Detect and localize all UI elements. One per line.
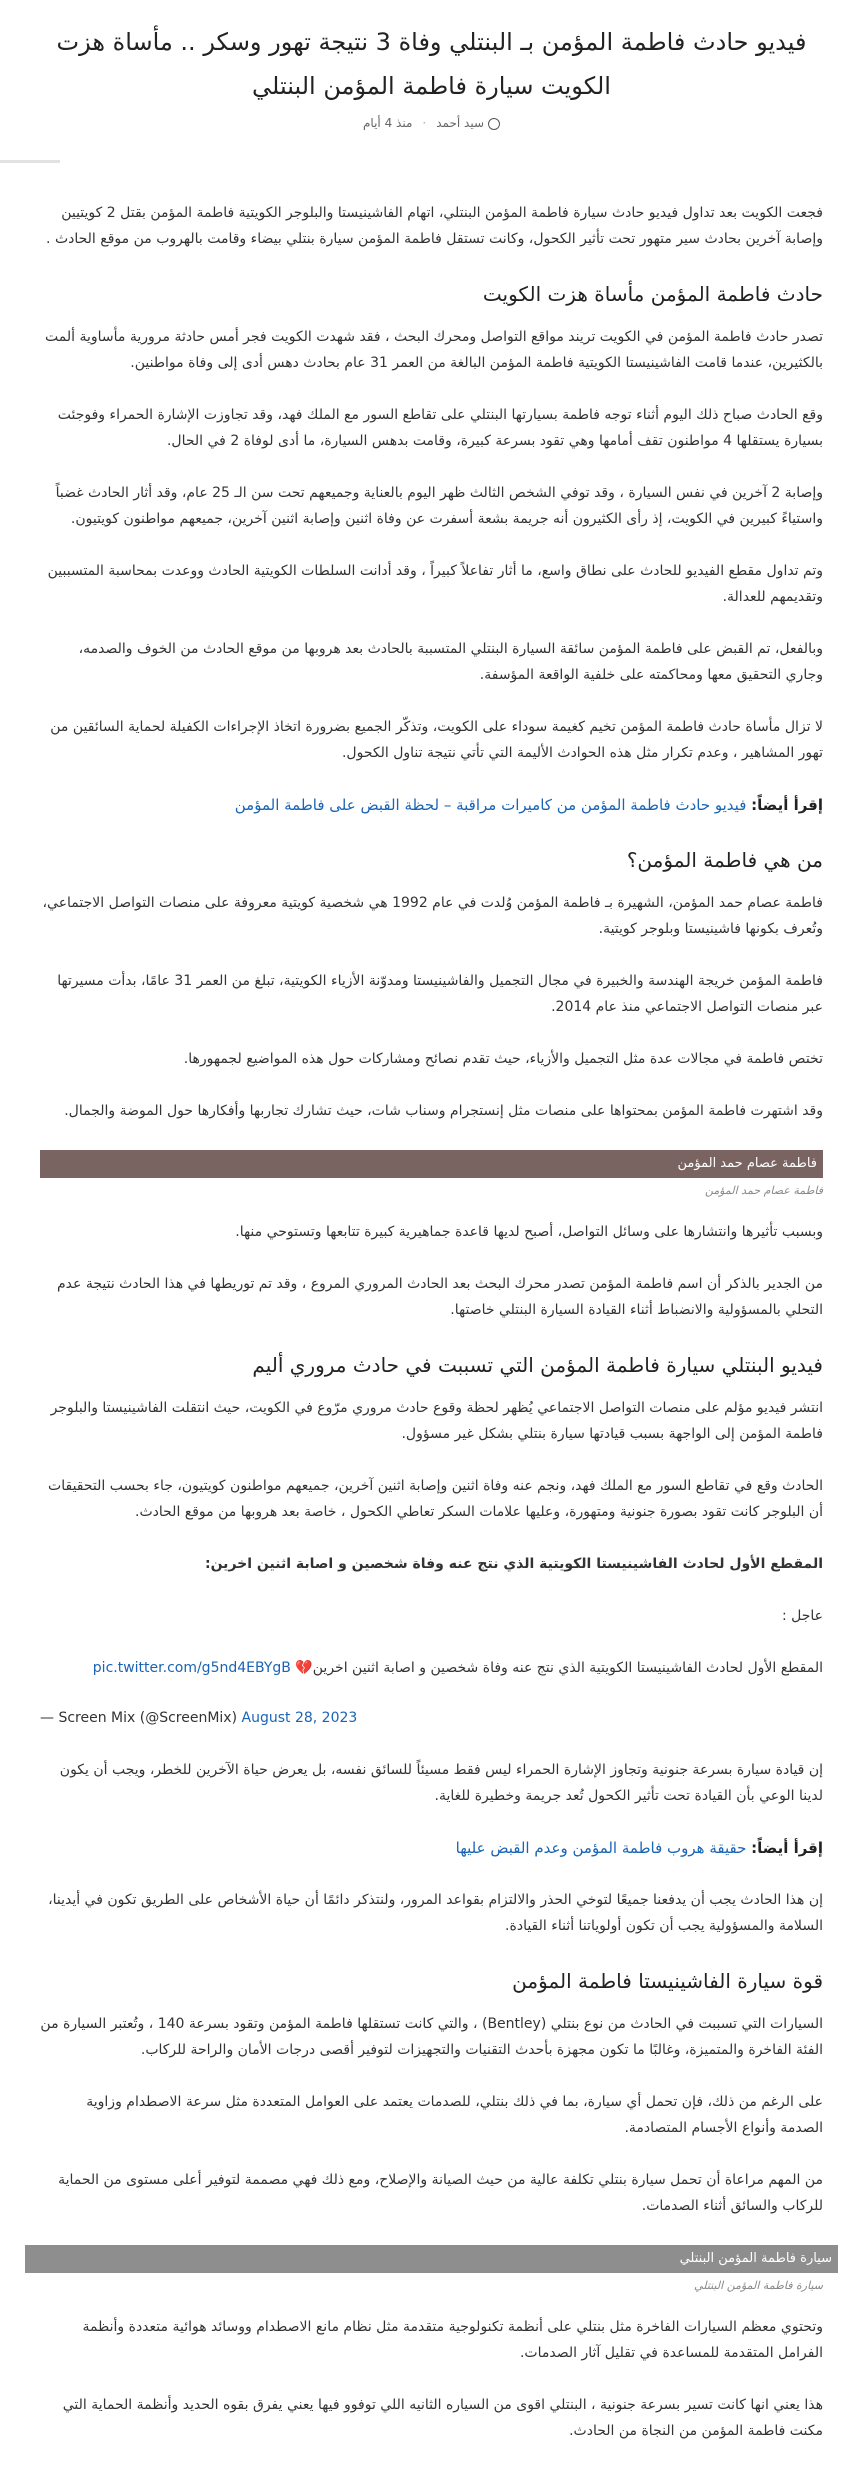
heading-tragedy: حادث فاطمة المؤمن مأساة هزت الكويت [482,282,823,306]
meta-separator: · [422,116,427,130]
paragraph: فاطمة عصام حمد المؤمن، الشهيرة بـ فاطمة المؤمن وُلدت في عام 1992 هي شخصية كويتية معروفة على منصات التواصل الاجتماعي، وتُعرف بكونها فاشينيستا وبلوجر كويتية. [42,895,823,937]
tweet-media-link[interactable]: pic.twitter.com/g5nd4EBYgB [92,1660,291,1676]
read-also-label: إقرأ أيضاً: [751,1839,823,1857]
user-icon [488,118,500,130]
tweet-author: — Screen Mix (@ScreenMix) [40,1710,238,1726]
paragraph: إن قيادة سيارة بسرعة جنونية وتجاوز الإشارة الحمراء ليس فقط مسيئاً للسائق نفسه، بل يعرض حياة الآخرين للخطر، ويجب أن يكون لدينا الوعي بأن القيادة تحت تأثير الكحول تُعد جريمة وخطيرة للغاية. [59,1762,823,1804]
heading-video: فيديو البنتلي سيارة فاطمة المؤمن التي تسببت في حادث مروري أليم [252,1353,823,1377]
image-label: سيارة فاطمة المؤمن البنتلي [679,2251,832,2266]
paragraph: وإصابة 2 آخرين في نفس السيارة ، وقد توفي الشخص الثالث ظهر اليوم بالعناية وجميعهم تحت سن الـ 25 عام، وقد أثار الحادث غضباً واستياءً كبيرين في الكويت، إذ رأى الكثيرون أنه جريمة بشعة أسفرت عن وفاة اثنين وإصابة اثنين آخرين، جميعهم مواطنون كويتيون. [55,485,823,527]
paragraph: تختص فاطمة في مجالات عدة مثل التجميل والأزياء، حيث تقدم نصائح ومشاركات حول هذه المواضيع لجمهورها. [183,1051,823,1067]
article-title: فيديو حادث فاطمة المؤمن بـ البنتلي وفاة 3 نتيجة تهور وسكر .. مأساة هزت الكويت سيارة فاطمة المؤمن البنتلي [56,28,807,100]
paragraph: من المهم مراعاة أن تحمل سيارة بنتلي تكلفة عالية من حيث الصيانة والإصلاح، ومع ذلك فهي مصممة لتوفير أعلى مستوى من الحماية للركاب والسائق أثناء الصدمات. [58,2172,823,2214]
heading-power: قوة سيارة الفاشينيستا فاطمة المؤمن [512,1969,823,1993]
author-name: سيد أحمد [436,116,484,130]
paragraph: فاطمة المؤمن خريجة الهندسة والخبيرة في مجال التجميل والفاشينيستا ومدوّنة الأزياء الكويتية، تبلغ من العمر 31 عامًا، بدأت مسيرتها عبر منصات التواصل الاجتماعي منذ عام 2014. [57,973,823,1015]
intro-paragraph: فجعت الكويت بعد تداول فيديو حادث سيارة فاطمة المؤمن البنتلي، اتهام الفاشينيستا والبلوجر الكويتية فاطمة المؤمن بقتل 2 كويتيين وإصابة آخرين بحادث سير متهور تحت تأثير الكحول، وكانت تستقل فاطمة المؤمن سيارة بنتلي بيضاء وقامت بالهروب من موقع الحادث . [46,205,823,247]
paragraph: من الجدير بالذكر أن اسم فاطمة المؤمن تصدر محرك البحث بعد الحادث المروري المروع ، وقد تم توريطها في هذا الحادث نتيجة عدم التحلي بالمسؤولية والانضباط أثناء القيادة السيارة البنتلي خاصتها. [57,1276,823,1318]
paragraph: على الرغم من ذلك، فإن تحمل أي سيارة، بما في ذلك بنتلي، للصدمات يعتمد على العوامل المتعددة مثل سرعة الاصطدام وزاوية الصدمة وأنواع الأجسام المتصادمة. [86,2094,823,2136]
tweet-text: المقطع الأول لحادث الفاشينيستا الكويتية الذي نتج عنه وفاة شخصين و اصابة اثنين اخرين [312,1660,823,1676]
paragraph: وقد اشتهرت فاطمة المؤمن بمحتواها على منصات مثل إنستجرام وسناب شات، حيث تشارك تجاربها وأفكارها حول الموضة والجمال. [64,1103,823,1119]
tweet-source [40,1705,823,1731]
paragraph: وقع الحادث صباح ذلك اليوم أثناء توجه فاطمة بسيارتها البنتلي على تقاطع السور مع الملك فهد، وقد تجاوزت الإشارة الحمراء وفوجئت بسيارة يستقلها 4 مواطنون تقف أمامها وهي تقود بسرعة كبيرة، وقامت بدهس السيارة، ما أدى لوفاة 2 في الحال. [57,407,823,449]
author[interactable] [436,116,500,130]
read-also-link[interactable]: حقيقة هروب فاطمة المؤمن وعدم القبض عليها [455,1839,747,1857]
read-also-1 [40,792,823,818]
paragraph: السيارات التي تسببت في الحادث من نوع بنتلي (Bentley) ، والتي كانت تستقلها فاطمة المؤمن وتقود بسرعة 140 ، وتُعتبر السيارة من الفئة الفاخرة والمتميزة، وغالبًا ما تكون مجهزة بأحدث التقنيات والتجهيزات لتوفير أقصى درجات الأمان والراحة للركاب. [40,2016,823,2058]
paragraph: وتحتوي معظم السيارات الفاخرة مثل بنتلي على أنظمة تكنولوجية متقدمة مثل نظام مانع الاصطدام ووسائد هوائية متعددة وأنظمة الفرامل المتقدمة للمساعدة في تقليل آثار الصدمات. [82,2319,823,2361]
heading-who: من هي فاطمة المؤمن؟ [626,848,823,872]
paragraph: الحادث وقع في تقاطع السور مع الملك فهد، ونجم عنه وفاة اثنين وإصابة اثنين آخرين، جميعهم مواطنون كويتيون، جاء بحسب التحقيقات أن البلوجر كانت تقود بصورة جنونية ومتهورة، وعليها علامات السكر تعاطي الكحول ، خاصة بعد هروبها من موقع الحادث. [48,1478,823,1520]
tweet-date-link[interactable]: August 28, 2023 [241,1710,358,1726]
paragraph: هذا يعني انها كانت تسير بسرعة جنونية ، البنتلي اقوى من السياره الثانيه اللي توفوو فيها يعني يفرق بقوه الحديد وأنظمة الحماية التي مكنت فاطمة المؤمن من النجاة من الحادث. [62,2397,823,2439]
paragraph: انتشر فيديو مؤلم على منصات التواصل الاجتماعي يُظهر لحظة وقوع حادث مروري مرّوع في الكويت، حيث انتقلت الفاشينيستا والبلوجر فاطمة المؤمن إلى الواجهة بسبب قيادتها سيارة بنتلي بشكل غير مسؤول. [50,1400,823,1442]
broken-heart-icon: 💔 [295,1660,313,1676]
paragraph: إن هذا الحادث يجب أن يدفعنا جميعًا لتوخي الحذر والالتزام بقواعد المرور، ولنتذكر دائمًا أن حياة الأشخاص على الطريق تكون في أيدينا، السلامة والمسؤولية يجب أن تكون أولوياتنا أثناء القيادة. [48,1892,823,1934]
image-caption: فاطمة عصام حمد المؤمن [704,1184,823,1197]
urgent-label: عاجل : [781,1608,823,1624]
image-fatima [40,1150,823,1178]
image-bentley [25,2245,838,2273]
paragraph: وبسبب تأثيرها وانتشارها على وسائل التواصل، أصبح لديها قاعدة جماهيرية كبيرة تتابعها وتستوحي منها. [235,1224,823,1240]
article-container [40,20,832,2470]
read-also-2 [40,1835,823,1861]
paragraph: تصدر حادث فاطمة المؤمن في الكويت تريند مواقع التواصل ومحرك البحث ، فقد شهدت الكويت فجر أمس حادثة مرورية مأساوية ألمت بالكثيرين، عندما قامت الفاشينيستا الكويتية فاطمة المؤمن البالغة من العمر 31 عام بحادث دهس أدى إلى وفاة مواطنين. [45,329,823,371]
image-caption: سيارة فاطمة المؤمن البنتلي [694,2279,823,2292]
image-label: فاطمة عصام حمد المؤمن [677,1156,817,1171]
read-also-label: إقرأ أيضاً: [751,796,823,814]
paragraph: وتم تداول مقطع الفيديو للحادث على نطاق واسع، ما أثار تفاعلاً كبيراً ، وقد أدانت السلطات الكويتية الحادث ووعدت بمحاسبة المتسببين وتقديمهم للعدالة. [47,563,823,605]
tweet-body [40,1655,823,1681]
paragraph: المقطع الأول لحادث الفاشينيستا الكويتية الذي نتج عنه وفاة شخصين و اصابة اثنين اخرين: [204,1556,823,1572]
article-body [40,200,832,2444]
publish-date: منذ 4 أيام [363,116,413,130]
read-also-link[interactable]: فيديو حادث فاطمة المؤمن من كاميرات مراقبة – لحظة القبض على فاطمة المؤمن [234,796,747,814]
paragraph: وبالفعل، تم القبض على فاطمة المؤمن سائقة السيارة البنتلي المتسببة بالحادث بعد هروبها من موقع الحادث من الخوف والصدمه، وجاري التحقيق معها ومحاكمته على خلفية الواقعة المؤسفة. [78,641,823,683]
article-meta [40,116,823,130]
paragraph: لا تزال مأساة حادث فاطمة المؤمن تخيم كغيمة سوداء على الكويت، وتذكّر الجميع بضرورة اتخاذ الإجراءات الكفيلة لحماية السائقين من تهور المشاهير ، وعدم تكرار مثل هذه الحوادث الأليمة التي تأتي نتيجة تناول الكحول. [50,719,823,761]
